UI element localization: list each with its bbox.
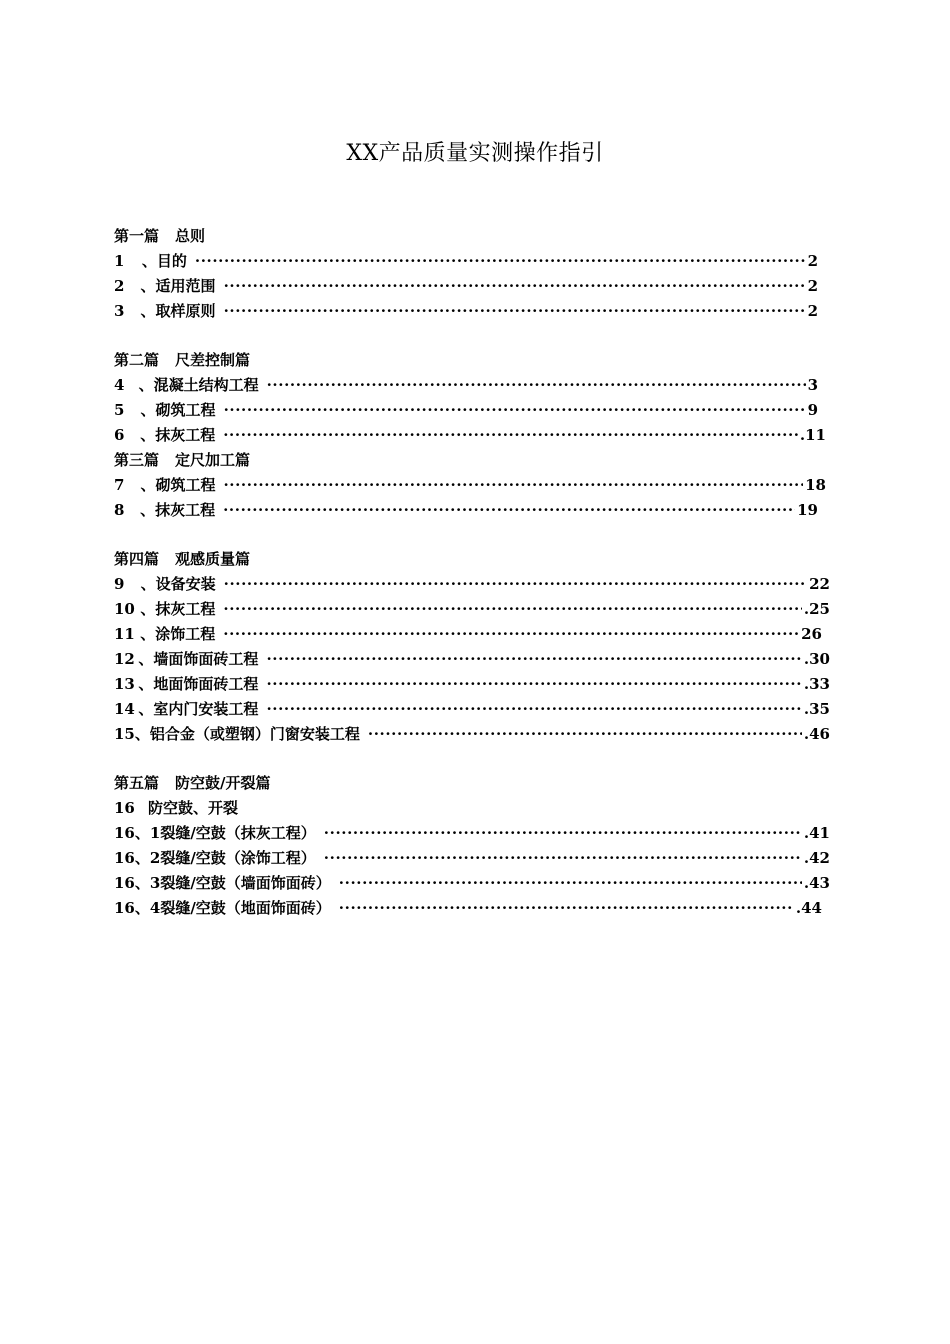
toc-entry — [114, 398, 818, 423]
dot-leader — [224, 572, 807, 597]
entry-title: 、墙面饰面砖工程 — [138, 650, 259, 668]
entry-number: 8 — [114, 501, 125, 519]
dot-leader — [223, 423, 798, 448]
toc-entry — [114, 821, 830, 846]
dot-leader — [224, 398, 806, 423]
toc-entry — [114, 473, 826, 498]
page-number: .35 — [803, 700, 830, 718]
page-number: .43 — [803, 874, 830, 892]
page-number: .46 — [803, 725, 830, 743]
entry-title: 、室内门安装工程 — [138, 700, 259, 718]
toc-section-heading — [114, 771, 834, 796]
entry-number: 12 — [114, 650, 135, 668]
entry-number: 5 — [114, 401, 125, 419]
entry-title: 、抹灰工程 — [140, 501, 216, 519]
dot-leader — [266, 647, 801, 672]
entry-number: 16、2 — [114, 849, 161, 867]
toc-section-heading — [114, 348, 834, 373]
entry-number: 15 — [114, 725, 135, 743]
toc-entry — [114, 597, 830, 622]
page-number: 2 — [807, 302, 818, 320]
toc-section-heading — [114, 547, 834, 572]
dot-leader — [266, 672, 801, 697]
page-number: 26 — [801, 625, 822, 643]
dot-leader — [223, 498, 795, 523]
toc-entry — [114, 498, 818, 523]
entry-number: 16、4 — [114, 899, 161, 917]
entry-title: 、目的 — [141, 252, 187, 270]
toc-entry — [114, 871, 830, 896]
section-name: 观感质量篇 — [175, 550, 251, 568]
section-name: 定尺加工篇 — [175, 451, 251, 469]
section-label: 第三篇 — [114, 451, 160, 469]
dot-leader — [368, 722, 802, 747]
entry-number: 16、1 — [114, 824, 161, 842]
entry-title: 、抹灰工程 — [140, 426, 216, 444]
entry-title: 裂缝/空鼓（涂饰工程） — [160, 849, 316, 867]
page-number: 3 — [807, 376, 818, 394]
toc-entry — [114, 896, 822, 921]
section-label: 第二篇 — [114, 351, 160, 369]
entry-number: 1 — [114, 252, 125, 270]
toc-spacer — [114, 523, 834, 547]
dot-leader — [195, 249, 806, 274]
page-number: .41 — [803, 824, 830, 842]
dot-leader — [324, 846, 802, 871]
dot-leader — [224, 274, 806, 299]
section-label: 第一篇 — [114, 227, 160, 245]
entry-title: 裂缝/空鼓（地面饰面砖） — [160, 899, 331, 917]
entry-title: 、涂饰工程 — [140, 625, 216, 643]
entry-number: 14 — [114, 700, 135, 718]
entry-title: 、设备安装 — [140, 575, 216, 593]
dot-leader — [223, 597, 801, 622]
entry-number: 13 — [114, 675, 135, 693]
page-number: 19 — [797, 501, 818, 519]
page-number: .25 — [803, 600, 830, 618]
table-of-contents — [114, 224, 834, 921]
entry-number: 3 — [114, 302, 125, 320]
section-name: 防空鼓/开裂篇 — [175, 774, 271, 792]
page-number: 9 — [807, 401, 818, 419]
dot-leader — [339, 871, 802, 896]
toc-spacer — [114, 747, 834, 771]
dot-leader — [224, 299, 806, 324]
dot-leader — [267, 373, 806, 398]
page-number: 22 — [809, 575, 830, 593]
dot-leader — [324, 821, 802, 846]
entry-title: 、混凝土结构工程 — [138, 376, 259, 394]
dot-leader — [223, 622, 799, 647]
toc-entry — [114, 423, 826, 448]
entry-title: 裂缝/空鼓（抹灰工程） — [160, 824, 316, 842]
entry-title: 裂缝/空鼓（墙面饰面砖） — [160, 874, 331, 892]
dot-leader — [266, 697, 801, 722]
toc-entry — [114, 299, 818, 324]
entry-title: 、适用范围 — [140, 277, 216, 295]
entry-number: 11 — [114, 625, 135, 643]
toc-spacer — [114, 324, 834, 348]
entry-title: 防空鼓、开裂 — [148, 799, 239, 817]
entry-number: 2 — [114, 277, 125, 295]
toc-entry — [114, 647, 830, 672]
entry-title: 、砌筑工程 — [140, 401, 216, 419]
toc-section-heading — [114, 224, 834, 249]
page-number: .42 — [803, 849, 830, 867]
toc-entry — [114, 672, 830, 697]
entry-number: 16 — [114, 799, 135, 817]
section-label: 第五篇 — [114, 774, 160, 792]
page-number: 2 — [807, 252, 818, 270]
document-title: XX产品质量实测操作指引 — [346, 141, 604, 166]
entry-number: 10 — [114, 600, 135, 618]
entry-title: 、砌筑工程 — [140, 476, 216, 494]
page-number: 2 — [807, 277, 818, 295]
toc-entry — [114, 373, 818, 398]
entry-title: 、抹灰工程 — [140, 600, 216, 618]
entry-number: 16、3 — [114, 874, 161, 892]
toc-entry — [114, 572, 830, 597]
toc-entry — [114, 796, 834, 821]
section-name: 尺差控制篇 — [175, 351, 251, 369]
toc-section-heading — [114, 448, 834, 473]
section-name: 总则 — [175, 227, 206, 245]
toc-entry — [114, 697, 830, 722]
entry-number: 4 — [114, 376, 125, 394]
toc-entry — [114, 622, 822, 647]
entry-title: 、地面饰面砖工程 — [138, 675, 259, 693]
page-number: .44 — [795, 899, 822, 917]
toc-entry — [114, 722, 830, 747]
dot-leader — [223, 473, 803, 498]
toc-entry — [114, 274, 818, 299]
entry-number: 6 — [114, 426, 125, 444]
page-number: .11 — [799, 426, 826, 444]
page-number: .30 — [803, 650, 830, 668]
page-number: .33 — [803, 675, 830, 693]
toc-entry — [114, 846, 830, 871]
toc-entry — [114, 249, 818, 274]
entry-title: 、取样原则 — [140, 302, 216, 320]
dot-leader — [339, 896, 794, 921]
entry-title: 、铝合金（或塑钢）门窗安装工程 — [134, 725, 360, 743]
page-number: 18 — [805, 476, 826, 494]
entry-number: 7 — [114, 476, 125, 494]
section-label: 第四篇 — [114, 550, 160, 568]
entry-number: 9 — [114, 575, 125, 593]
